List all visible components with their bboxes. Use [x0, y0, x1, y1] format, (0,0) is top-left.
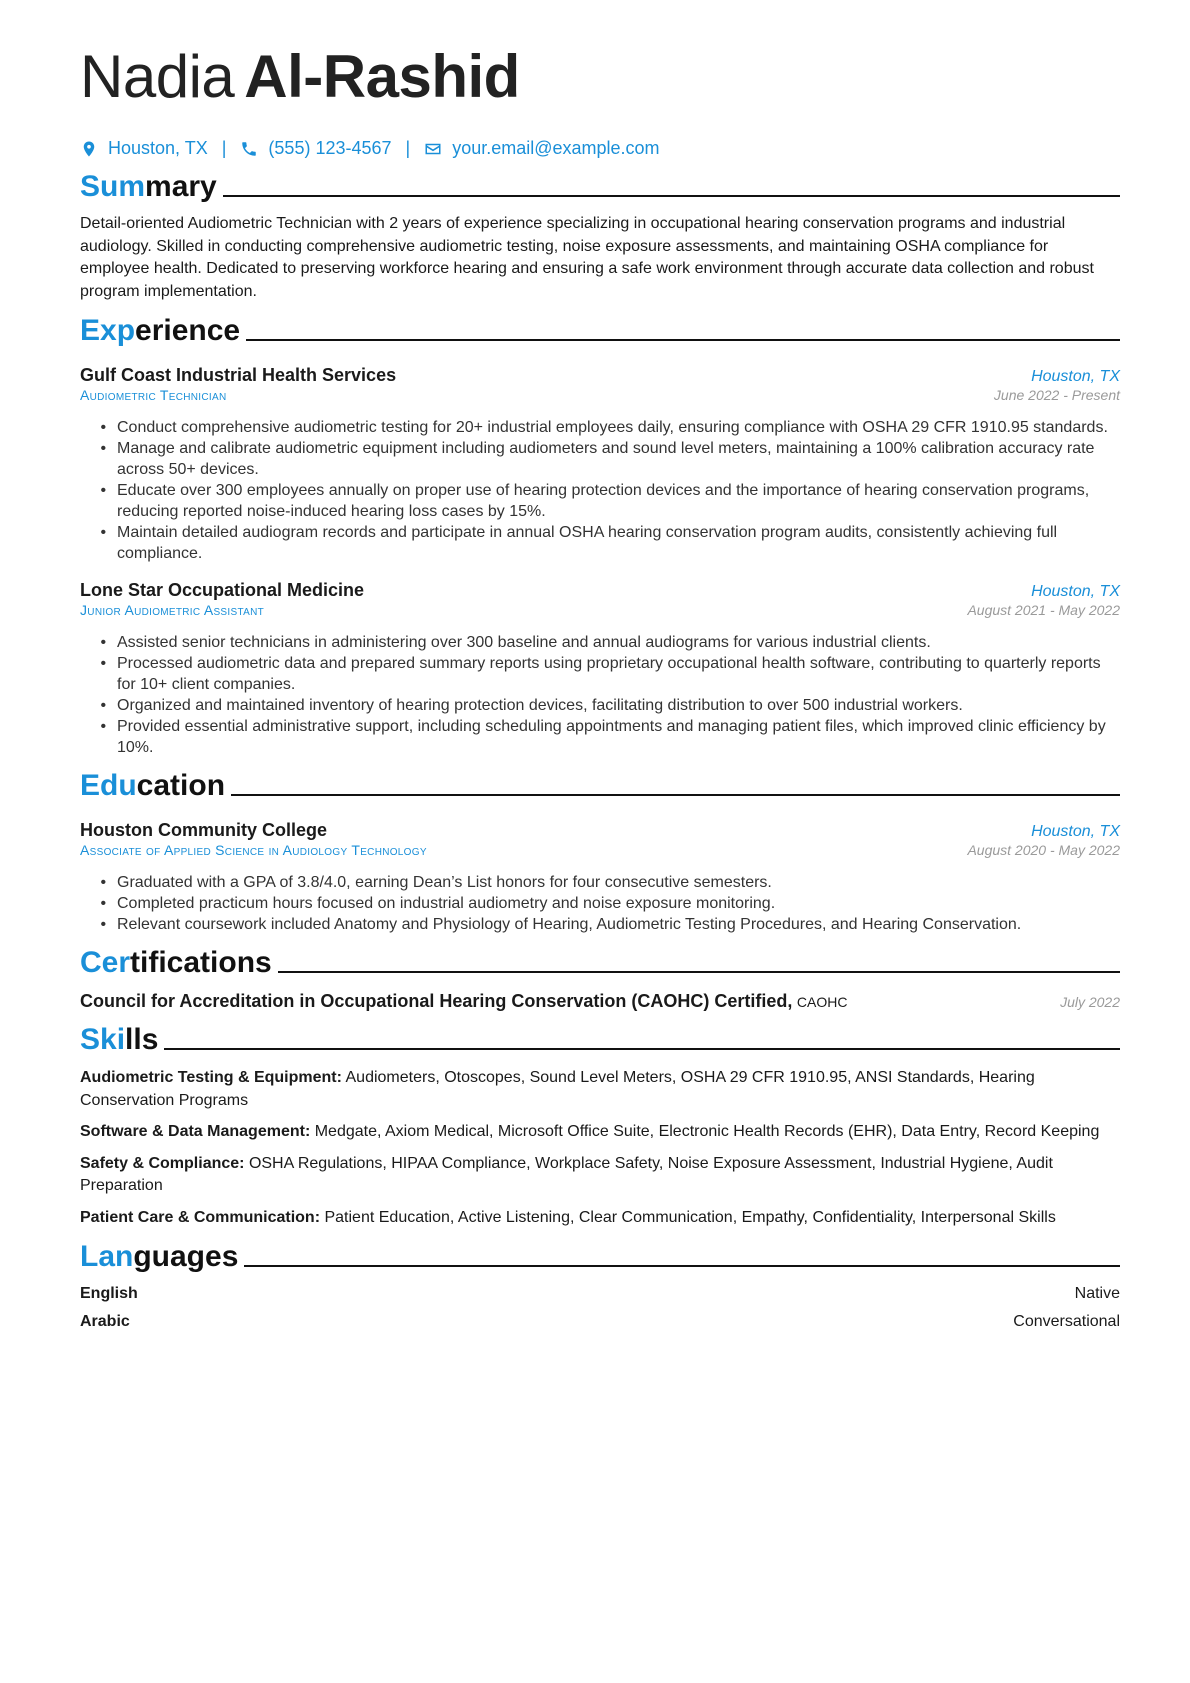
bullet-item: • Assisted senior technicians in administering over 300 baseline and annual audiograms for various industrial clients.	[115, 632, 1120, 653]
location-text: Houston, TX	[108, 138, 208, 158]
section-divider	[246, 339, 1120, 341]
title-rest: erience	[135, 314, 241, 347]
school-name: Houston Community College	[80, 820, 327, 840]
skill-values: Medgate, Axiom Medical, Microsoft Office Suite, Electronic Health Records (EHR), Data Entry, Record Keeping	[314, 1123, 1100, 1140]
resume-content	[80, 40, 1120, 1331]
first-name: Nadia	[80, 43, 235, 110]
section-title	[80, 169, 217, 205]
degree-title: Associate of Applied Science in Audiology Technology	[80, 842, 427, 858]
section-divider	[231, 794, 1120, 796]
section-certifications-heading	[80, 945, 1120, 981]
language-level: Conversational	[1013, 1313, 1120, 1330]
skill-label: Patient Care & Communication:	[80, 1208, 321, 1226]
language-name: Arabic	[80, 1313, 130, 1330]
candidate-name	[80, 40, 1120, 114]
section-divider	[164, 1048, 1120, 1050]
envelope-icon	[424, 140, 442, 158]
bullet-item: • Organized and maintained inventory of hearing protection devices, facilitating distribution to over 500 industrial workers.	[115, 695, 1120, 716]
skill-group	[80, 1121, 1120, 1144]
section-title	[80, 768, 225, 804]
education-bullets	[80, 872, 1120, 935]
skill-label: Safety & Compliance:	[80, 1154, 245, 1172]
bullet-item: • Manage and calibrate audiometric equipment including audiometers and sound level meters, maintaining a 100% calibration accuracy rate across 50+ devices.	[115, 438, 1120, 480]
contact-separator: |	[405, 138, 411, 158]
job-title: Junior Audiometric Assistant	[80, 602, 265, 618]
bullet-item: • Relevant coursework included Anatomy and Physiology of Hearing, Audiometric Testing Procedures, and Hearing Conservation.	[115, 914, 1120, 935]
skill-values: Patient Education, Active Listening, Clear Communication, Empathy, Confidentiality, Interpersonal Skills	[324, 1208, 1056, 1226]
language-entry	[80, 1313, 1120, 1331]
skill-values: OSHA Regulations, HIPAA Compliance, Workplace Safety, Noise Exposure Assessment, Industrial Hygiene, Audit Preparation	[80, 1154, 1053, 1194]
job-dates: August 2021 - May 2022	[967, 602, 1120, 618]
summary-text: Detail-oriented Audiometric Technician with 2 years of experience specializing in occupational hearing conservation programs and industrial audiology. Skilled in conducting comprehensive audiometric testing, noise exposure assessments, and maintaining OSHA compliance for employee health. Dedicated to preserving workforce hearing and ensuring a safe work environment through accurate data collection and robust program implementation.	[80, 215, 1094, 300]
title-accent: Edu	[80, 769, 137, 802]
job-location: Houston, TX	[1031, 583, 1120, 600]
bullet-item: • Processed audiometric data and prepared summary reports using proprietary occupational health software, contributing to quarterly reports for 10+ client companies.	[115, 653, 1120, 695]
title-rest: tifications	[130, 946, 272, 979]
section-divider	[278, 971, 1120, 973]
bullet-item: • Provided essential administrative support, including scheduling appointments and managing patient files, which improved clinic efficiency by 10%.	[115, 716, 1120, 758]
skill-group	[80, 1153, 1120, 1198]
job-bullets	[80, 417, 1120, 564]
title-accent: Sum	[80, 170, 146, 203]
job-entry	[80, 363, 1120, 564]
title-rest: cation	[136, 769, 226, 802]
last-name: Al-Rashid	[244, 43, 520, 110]
skill-values: Audiometers, Otoscopes, Sound Level Meters, OSHA 29 CFR 1910.95, ANSI Standards, Hearing Conservation Programs	[80, 1069, 1035, 1109]
language-level: Native	[1074, 1285, 1120, 1302]
section-skills-heading	[80, 1022, 1120, 1058]
language-name: English	[80, 1285, 138, 1302]
contact-email[interactable]	[424, 138, 659, 159]
certification-issuer: CAOHC	[796, 994, 848, 1010]
certification-comma: ,	[787, 991, 793, 1011]
email-link[interactable]: your.email@example.com	[452, 138, 660, 158]
contact-separator: |	[221, 138, 227, 158]
skill-group	[80, 1067, 1120, 1112]
skill-label: Audiometric Testing & Equipment:	[80, 1069, 342, 1086]
map-pin-icon	[80, 140, 98, 158]
title-rest: lls	[125, 1023, 159, 1056]
job-title: Audiometric Technician	[80, 387, 227, 403]
title-accent: Lan	[80, 1240, 134, 1273]
phone-text: (555) 123-4567	[268, 138, 392, 158]
section-experience-heading	[80, 313, 1120, 349]
section-title	[80, 945, 272, 981]
school-location: Houston, TX	[1031, 823, 1120, 840]
section-education-heading	[80, 768, 1120, 804]
title-accent: Exp	[80, 314, 136, 347]
language-entry	[80, 1285, 1120, 1303]
skill-label: Software & Data Management:	[80, 1123, 311, 1140]
job-location: Houston, TX	[1031, 368, 1120, 385]
certification-title: Council for Accreditation in Occupational Hearing Conservation (CAOHC) Certified	[80, 991, 788, 1011]
section-divider	[223, 195, 1120, 197]
job-entry	[80, 578, 1120, 758]
certification-entry	[80, 991, 1120, 1012]
section-title	[80, 1239, 238, 1275]
section-languages-heading	[80, 1239, 1120, 1275]
bullet-item: • Graduated with a GPA of 3.8/4.0, earning Dean’s List honors for four consecutive semesters.	[115, 872, 1120, 893]
contact-phone[interactable]	[240, 138, 391, 159]
employer-name: Gulf Coast Industrial Health Services	[80, 365, 397, 385]
employer-name: Lone Star Occupational Medicine	[80, 580, 365, 600]
bullet-item: • Completed practicum hours focused on industrial audiometry and noise exposure monitoring.	[115, 893, 1120, 914]
section-title	[80, 313, 240, 349]
skill-group	[80, 1207, 1120, 1230]
section-title	[80, 1022, 158, 1058]
job-dates: June 2022 - Present	[993, 387, 1120, 403]
bullet-item: • Conduct comprehensive audiometric testing for 20+ industrial employees daily, ensuring compliance with OSHA 29 CFR 1910.95 standards.	[115, 417, 1120, 438]
section-divider	[244, 1265, 1120, 1267]
contact-bar	[80, 138, 1120, 159]
education-entry	[80, 818, 1120, 935]
title-rest: guages	[133, 1240, 239, 1273]
title-rest: mary	[145, 170, 217, 203]
bullet-item: • Educate over 300 employees annually on proper use of hearing protection devices and the importance of hearing conservation programs, reducing reported noise-induced hearing loss cases by 15%.	[115, 480, 1120, 522]
education-dates: August 2020 - May 2022	[967, 842, 1120, 858]
bullet-item: • Maintain detailed audiogram records and participate in annual OSHA hearing conservation program audits, consistently achieving full compliance.	[115, 522, 1120, 564]
certification-date: July 2022	[1060, 994, 1120, 1010]
title-accent: Cer	[80, 946, 131, 979]
phone-icon	[240, 140, 258, 158]
title-accent: Ski	[80, 1023, 126, 1056]
contact-location	[80, 138, 208, 159]
section-summary-heading	[80, 169, 1120, 205]
job-bullets	[80, 632, 1120, 758]
